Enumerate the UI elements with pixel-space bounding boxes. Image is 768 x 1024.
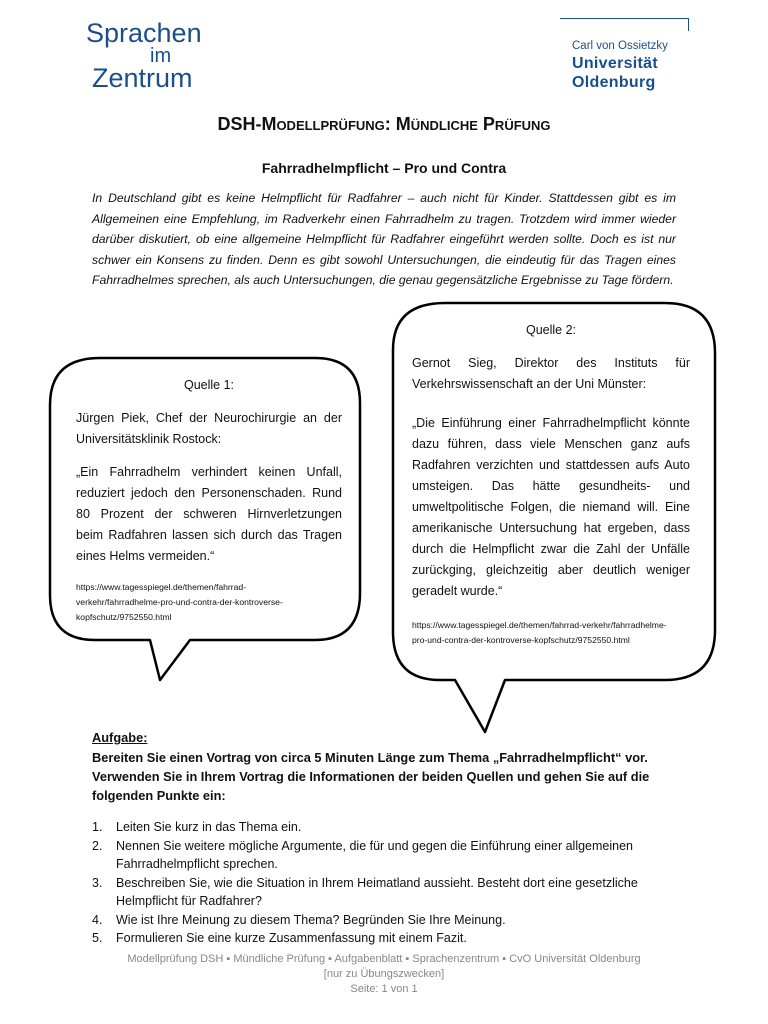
list-item-text: Leiten Sie kurz in das Thema ein. (116, 820, 302, 834)
list-item-number: 5. (92, 931, 103, 945)
list-item-text: Nennen Sie weitere mögliche Argumente, die für und gegen die Einführung einer allgemeinen Fahrradhelmpflicht sprechen. (116, 838, 634, 871)
list-item-number: 1. (92, 820, 103, 834)
intro-paragraph: In Deutschland gibt es keine Helmpflicht für Radfahrer – auch nicht für Kinder. Stattdessen gibt es im Allgemeinen eine Empfehlung, im Radverkehr einen Fahrradhelm zu tragen. Trotzdem wird immer wieder darüber diskutiert, ob eine allgemeine Helmpflicht für Radfahrer eingeführt werden sollte. Doch es ist nur schwer ein Konsens zu finden. Denn es gibt sowohl Untersuchungen, die eindeutig für das Tragen eines Fahrradhelmes sprechen, als auch Untersuchungen, die genau gegensätzliche Ergebnisse zu Tage fördern. (92, 191, 676, 287)
list-item-number: 2. (92, 838, 103, 853)
list-item-text: Wie ist Ihre Meinung zu diesem Thema? Begründen Sie Ihre Meinung. (116, 912, 506, 927)
page-subtitle: Fahrradhelmpflicht – Pro und Contra (261, 160, 507, 176)
logo-left-line2: im (150, 45, 172, 67)
list-item-number: 4. (92, 912, 103, 927)
logo-right-line1: Carl von Ossietzky (572, 40, 668, 52)
page-title: DSH-Modellprüfung: Mündliche Prüfung (217, 114, 551, 134)
footer-line1: Modellprüfung DSH ▪ Mündliche Prüfung ▪ Aufgabenblatt ▪ Sprachenzentrum ▪ CvO Universität Oldenburg (127, 953, 641, 965)
source2-author: Gernot Sieg, Direktor des Instituts für Verkehrswissenschaft an der Uni Münster: (412, 356, 690, 391)
source1-author: Jürgen Piek, Chef der Neurochirurgie an der Universitätsklinik Rostock: (76, 411, 342, 446)
logo-right-line3: Oldenburg (572, 74, 656, 91)
source1-url[interactable]: https://www.tagesspiegel.de/themen/fahrrad-verkehr/fahrradhelme-pro-und-contra-der-kontroverse-kopfschutz/9752550.html (76, 582, 283, 622)
source2-quote: „Die Einführung einer Fahrradhelmpflicht könnte dazu führen, dass viele Menschen ganz aufs Radfahren verzichten und stattdessen aufs Auto umsteigen. Das hätte gesundheits- und umweltpolitische Folgen, die niemand will. Eine amerikanische Untersuchung hat ergeben, dass durch die Helmpflicht zwar die Zahl der Unfälle zurückging, gleichzeitig aber deutlich weniger geradelt wurde.“ (412, 416, 690, 598)
list-item (92, 911, 682, 930)
source1-title: Quelle 1: (183, 378, 235, 392)
list-item (92, 874, 682, 911)
page-footer (0, 952, 768, 997)
list-item-text: Formulieren Sie eine kurze Zusammenfassung mit einem Fazit. (116, 931, 467, 945)
list-item (92, 837, 682, 874)
logo-left-line3: Zentrum (92, 63, 193, 93)
task-heading: Aufgabe: (92, 730, 148, 745)
logo-right-line2: Universität (572, 55, 658, 72)
source1-quote: „Ein Fahrradhelm verhindert keinen Unfall, reduziert jedoch den Personenschaden. Rund 80 Prozent der schweren Hirnverletzungen beim Radfahren lassen sich durch das Tragen eines Helms vermeiden.“ (76, 465, 342, 563)
task-text: Bereiten Sie einen Vortrag von circa 5 Minuten Länge zum Thema „Fahrradhelmpflicht“ vor. Verwenden Sie in Ihrem Vortrag die Informationen der beiden Quellen und gehen Sie auf die folgenden Punkte ein: (92, 750, 650, 803)
task-list (92, 818, 682, 948)
source2-url[interactable]: https://www.tagesspiegel.de/themen/fahrrad-verkehr/fahrradhelme-pro-und-contra-der-kontroverse-kopfschutz/9752550.html (412, 620, 667, 645)
list-item (92, 818, 682, 837)
logo-left-line1: Sprachen (86, 18, 202, 48)
footer-line2: [nur zu Übungszwecken] (323, 968, 445, 980)
list-item-number: 3. (92, 875, 103, 890)
list-item (92, 929, 682, 948)
list-item-text: Beschreiben Sie, wie die Situation in Ihrem Heimatland aussieht. Besteht dort eine gesetzliche Helmpflicht für Radfahrer? (116, 875, 638, 908)
footer-page-number: Seite: 1 von 1 (350, 983, 418, 995)
source2-title: Quelle 2: (525, 323, 577, 337)
